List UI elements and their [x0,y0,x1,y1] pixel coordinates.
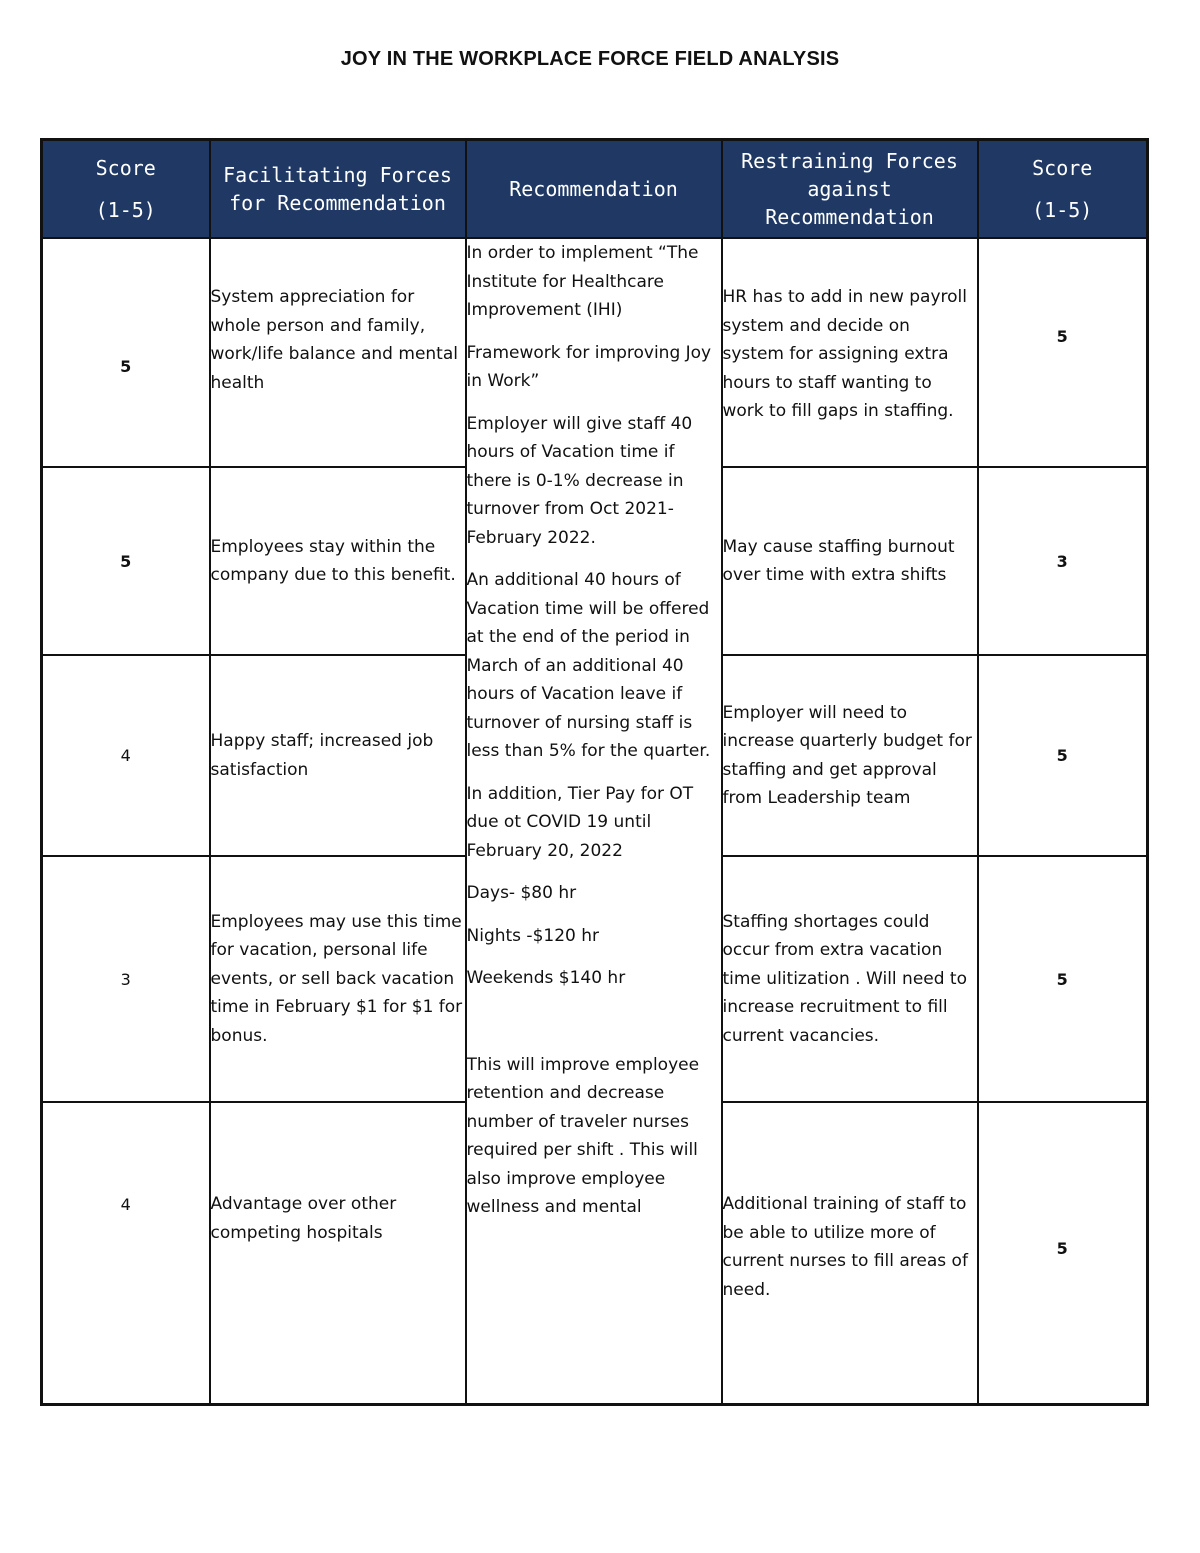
restraining-score: 5 [978,856,1148,1102]
recommendation-paragraph: In order to implement “The Institute for Healthcare Improvement (IHI) [466,243,699,320]
recommendation-paragraph: Nights -$120 hr [466,925,599,946]
header-recommendation: Recommendation [466,140,722,239]
recommendation-paragraph: This will improve employee retention and decrease number of traveler nurses required per shift . This will also improve employee wellness and mental [466,1054,700,1217]
recommendation-paragraph: Weekends $140 hr [466,968,626,988]
facilitating-force: Employees may use this time for vacation, personal life events, or sell back vacation time in February $1 for $1 for bonus. [210,856,466,1102]
facilitating-force: Advantage over other competing hospitals [210,1102,466,1404]
recommendation-paragraph: Employer will give staff 40 hours of Vacation time if there is 0-1% decrease in turnover from Oct 2021- February 2022. [466,413,693,548]
header-facilitating: Facilitating Forces for Recommendation [210,140,466,239]
facilitating-force: Employees stay within the company due to this benefit. [210,467,466,655]
restraining-score: 5 [978,1102,1148,1404]
restraining-force: May cause staffing burnout over time with extra shifts [722,467,978,655]
recommendation-paragraph: In addition, Tier Pay for OT due ot COVID 19 until February 20, 2022 [466,783,694,861]
header-row [42,140,1148,239]
header-score-left: Score (1-5) [42,140,210,239]
page-title: JOY IN THE WORKPLACE FORCE FIELD ANALYSIS [340,48,840,70]
restraining-score: 3 [978,467,1148,655]
recommendation-cell [466,238,722,1404]
force-field-table [40,138,1149,1406]
facilitating-score: 5 [42,238,210,467]
restraining-force: Employer will need to increase quarterly budget for staffing and get approval from Leadership team [722,655,978,856]
recommendation-paragraph: Framework for improving Joy in Work” [466,342,712,391]
header-score-right: Score (1-5) [978,140,1148,239]
facilitating-force: System appreciation for whole person and family, work/life balance and mental health [210,238,466,467]
recommendation-paragraph: Days- $80 hr [466,883,577,903]
header-restraining: Restraining Forces against Recommendation [722,140,978,239]
restraining-score: 5 [978,238,1148,467]
restraining-score: 5 [978,655,1148,856]
facilitating-score: 4 [42,655,210,856]
restraining-force: HR has to add in new payroll system and decide on system for assigning extra hours to staff wanting to work to fill gaps in staffing. [722,238,978,467]
restraining-force: Additional training of staff to be able to utilize more of current nurses to fill areas of need. [722,1102,978,1404]
facilitating-score: 3 [42,856,210,1102]
facilitating-score: 4 [42,1102,210,1404]
table-row [42,238,1148,467]
restraining-force: Staffing shortages could occur from extra vacation time ulitization . Will need to increase recruitment to fill current vacancies. [722,856,978,1102]
facilitating-force: Happy staff; increased job satisfaction [210,655,466,856]
recommendation-paragraph: An additional 40 hours of Vacation time will be offered at the end of the period in March of an additional 40 hours of Vacation leave if turnover of nursing staff is less than 5% for the quarter. [466,570,711,761]
facilitating-score: 5 [42,467,210,655]
